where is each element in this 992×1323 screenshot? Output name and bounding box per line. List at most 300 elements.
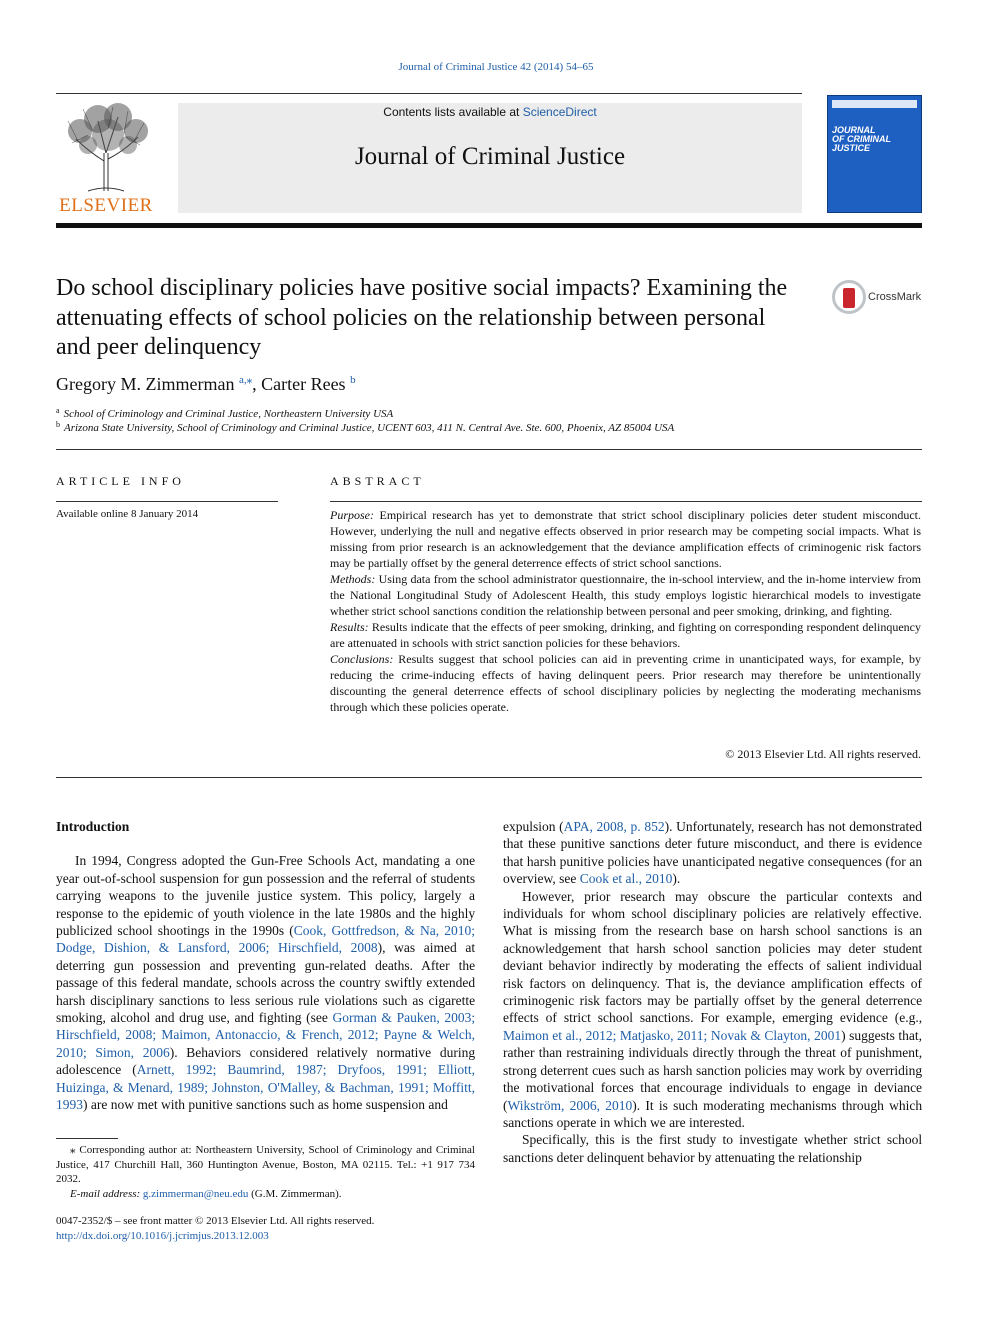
body-text: ( [132, 1062, 137, 1078]
body-text: contexts [847, 888, 893, 904]
citation-link[interactable]: Payne [383, 1027, 417, 1043]
citation-link[interactable]: 1987; [295, 1062, 327, 1078]
body-text: be [675, 993, 689, 1009]
body-text: Schools [307, 853, 351, 869]
citation-link[interactable]: Lansford, [177, 940, 230, 956]
body-text: strong [503, 1062, 537, 1078]
cover-title: JOURNAL OF CRIMINAL JUSTICE [832, 125, 891, 153]
body-text: from [602, 923, 629, 939]
citation-link[interactable] [269, 940, 278, 955]
citation-link[interactable] [427, 1062, 438, 1077]
citation-link[interactable]: Baumrind, [227, 1062, 285, 1078]
citation-link[interactable] [285, 1062, 296, 1077]
body-text: possession [266, 870, 325, 886]
citation-link[interactable]: Matjasko, [619, 1027, 674, 1043]
citation-link[interactable]: Gorman [332, 1010, 377, 1026]
body-text: year [56, 870, 80, 886]
body-text: use, [208, 1010, 230, 1026]
body-column-right [503, 818, 922, 1166]
body-text: effective. [871, 906, 923, 922]
body-text [893, 889, 903, 904]
body-text: sanctions [837, 923, 888, 939]
body-text: offset [744, 993, 775, 1009]
body-text: school [886, 1132, 923, 1148]
body-text: the [714, 975, 732, 991]
citation-link[interactable]: APA, [563, 819, 593, 834]
email-suffix: (G.M. Zimmerman). [248, 1187, 342, 1200]
citation-link[interactable]: Dishion, [103, 940, 151, 956]
body-text: 1990s [251, 923, 285, 939]
sciencedirect-link[interactable]: ScienceDirect [522, 105, 597, 119]
citation-link[interactable]: 852 [644, 819, 665, 834]
body-text: evidence [874, 836, 923, 852]
crossmark-badge[interactable] [832, 280, 924, 316]
abstract-subheading: Methods: [330, 572, 376, 586]
citation-link[interactable]: Dryfoos, [337, 1062, 386, 1078]
body-text: restraining [566, 1045, 625, 1061]
citation-link[interactable]: & [324, 1079, 336, 1095]
body-text: and [804, 836, 824, 852]
body-text: cigarette [428, 992, 476, 1008]
citation-link[interactable]: Maimon, [161, 1027, 211, 1043]
body-column-left [56, 818, 475, 1114]
body-text: After [421, 957, 450, 973]
cover-header-strip [832, 100, 917, 108]
citation-link[interactable]: 2006, [569, 1097, 600, 1113]
citation-link[interactable]: 2010 [605, 1097, 633, 1113]
citation-link[interactable]: Cook, [293, 923, 327, 939]
author-affiliation-mark[interactable]: a,⁎ [238, 374, 253, 386]
abstract-text: Results suggest that school policies can aid in preventing crime in unanticipated ways, for example, by reducing the crime-inducing effects of having delinquent peers. Prior research may therefore be unintentionally discounting the general deterrence effects of school disciplinary policies by neglecting the moderating mechanisms through which these policies operate. [330, 652, 921, 714]
body-text: first [658, 1132, 681, 1148]
author-name[interactable]: Carter Rees [261, 374, 346, 394]
citation-link[interactable]: al., [565, 1027, 583, 1043]
body-text: policies [607, 853, 650, 869]
body-text: amplification [791, 975, 864, 991]
divider [330, 501, 922, 502]
affiliation-text: Arizona State University, School of Criminology and Criminal Justice, UCENT 603, 411 N. Central Ave. Ste. 600, Phoenix, AZ 85004 USA [64, 422, 675, 434]
body-text [698, 889, 708, 904]
body-text: sanction [715, 940, 761, 956]
body-text: ). [672, 871, 681, 887]
body-text: by [780, 993, 794, 1009]
citation-link[interactable]: Pauken, [396, 1010, 440, 1026]
body-text: factors [529, 975, 566, 991]
body-text: strict [853, 1132, 881, 1148]
body-text: that [608, 940, 629, 956]
body-text: 1980s [358, 905, 392, 921]
elsevier-wordmark: ELSEVIER [59, 195, 153, 216]
body-text: and [395, 905, 416, 921]
copyright-notice: © 2013 Elsevier Ltd. All rights reserved. [725, 747, 921, 761]
citation-link[interactable]: Elliott, [437, 1062, 476, 1078]
body-text: the [419, 905, 437, 921]
citation-link[interactable] [216, 1062, 227, 1077]
body-text: is [860, 836, 870, 852]
body-text: system. [300, 888, 342, 904]
body-text: now [110, 1097, 134, 1113]
body-text: by [848, 1062, 863, 1078]
body-text [229, 958, 238, 973]
citation-link[interactable]: Simon, [95, 1044, 135, 1060]
body-text: sanctions [503, 1114, 554, 1130]
body-text: may [790, 1062, 814, 1078]
body-text: epidemic [143, 905, 194, 921]
body-text: violence [248, 905, 295, 921]
body-text: deaths. [375, 957, 413, 973]
body-text [557, 1010, 564, 1025]
citation-link[interactable] [134, 1045, 143, 1060]
author-name[interactable]: Gregory M. Zimmerman [56, 374, 235, 394]
contents-prefix: Contents lists available at [383, 105, 523, 119]
body-text: in [599, 1114, 611, 1130]
body-text: Act, [354, 853, 378, 869]
body-text: there [828, 836, 856, 852]
body-text: a [444, 853, 451, 869]
body-text: ), [377, 940, 386, 956]
citation-link[interactable]: Hirschfield, [277, 940, 343, 956]
body-text: adolescence [56, 1062, 122, 1078]
body-text: future [696, 836, 729, 852]
body-text: research [658, 923, 704, 939]
body-text: response [56, 905, 104, 921]
body-text: highly [440, 905, 476, 921]
body-text: the [636, 1132, 653, 1148]
affiliation-text: School of Criminology and Criminal Justice, Northeastern University USA [63, 408, 394, 420]
body-text: risk [579, 993, 600, 1009]
body-text: of [197, 905, 209, 921]
body-text [461, 888, 469, 903]
body-text: punitive [188, 1097, 233, 1113]
body-text: that, [898, 1027, 923, 1043]
body-text: normative [376, 1044, 432, 1060]
body-text: swiftly [384, 975, 423, 991]
body-text: of [910, 975, 922, 991]
body-text: in [298, 905, 310, 921]
body-text: obscure [708, 888, 751, 904]
body-text: effects [503, 1010, 539, 1026]
body-text: the [778, 1149, 795, 1165]
citation-link[interactable]: & [750, 1027, 761, 1043]
body-text: not [828, 819, 846, 834]
citation-link[interactable] [169, 940, 178, 955]
body-text [591, 1010, 598, 1025]
body-text: the [458, 957, 476, 973]
citation-link[interactable]: 1992; [185, 1062, 217, 1078]
body-text: is, [696, 975, 709, 991]
body-text: deviance [874, 1080, 923, 1096]
body-text [450, 958, 459, 973]
citation-link[interactable]: Antonaccio, [215, 1027, 281, 1043]
body-text [416, 888, 424, 903]
citation-link[interactable]: 1989; [177, 1079, 208, 1095]
body-text: investigate [739, 1132, 798, 1148]
body-text: What [503, 923, 533, 939]
citation-link[interactable]: O'Malley, [267, 1079, 321, 1095]
body-text: less [229, 992, 251, 1008]
citation-link[interactable]: Arnett, [136, 1062, 175, 1078]
body-text: is [658, 1097, 668, 1113]
body-text: individual [867, 958, 923, 974]
citation-link[interactable] [230, 940, 239, 955]
body-text: out-of-school [83, 870, 156, 886]
body-text: whether [803, 1132, 848, 1148]
citation-link[interactable]: Wikström, [507, 1097, 565, 1113]
body-text: harsh [759, 923, 790, 939]
body-text: deter [556, 1149, 584, 1165]
citation-link[interactable]: & [158, 940, 170, 956]
elsevier-tree-icon [58, 101, 154, 193]
citation-link[interactable]: Huizinga, [56, 1079, 109, 1095]
abstract-results [330, 619, 921, 651]
citation-link[interactable]: 2008, [596, 819, 627, 834]
body-text: as [648, 1062, 660, 1078]
body-text: punitive [560, 836, 605, 852]
body-text: Specifically, [522, 1132, 589, 1148]
body-text: juvenile [206, 888, 250, 904]
citation-link[interactable]: Moffitt, [432, 1079, 476, 1095]
body-text: deterrence [865, 993, 923, 1009]
body-text [431, 1045, 440, 1060]
footnote-star: ⁎ [70, 1144, 76, 1156]
body-text: ( [289, 923, 294, 939]
citation-link[interactable]: et [552, 1027, 563, 1043]
body-text: preventing [238, 957, 296, 973]
body-text: which [613, 1114, 647, 1130]
body-paragraph [503, 888, 922, 1132]
body-text: operate [556, 1114, 597, 1130]
citation-link[interactable]: Welch, [437, 1027, 476, 1043]
body-text: evidence [839, 1010, 888, 1026]
body-text: violations [324, 992, 378, 1008]
body-text: acknowledgement [503, 940, 602, 956]
article-info-heading: ARTICLE INFO [56, 474, 185, 488]
body-text: and [209, 957, 230, 973]
affiliation-mark: a [56, 406, 60, 415]
citation-link[interactable]: Gottfredson, [331, 923, 400, 939]
body-text: directly [692, 1045, 734, 1061]
body-text: overriding [865, 1062, 923, 1078]
citation-link[interactable]: 2006 [142, 1044, 170, 1060]
body-text [134, 958, 143, 973]
body-text: school [795, 923, 831, 939]
elsevier-logo[interactable] [56, 101, 156, 216]
citation-link[interactable]: 2003; [444, 1010, 476, 1026]
body-text: suspension [365, 1097, 426, 1113]
citation-link[interactable]: et [612, 871, 623, 887]
citation-link[interactable]: & [404, 923, 415, 939]
body-text: such [382, 992, 408, 1008]
body-text [366, 958, 375, 973]
citation-link[interactable]: & [422, 1027, 433, 1043]
body-text: missing [554, 923, 597, 939]
body-text: disciplinary [673, 906, 737, 922]
affiliation-a [56, 406, 393, 420]
body-text [178, 1045, 187, 1060]
body-text: the [745, 958, 763, 974]
body-text: met [137, 1097, 158, 1113]
citation-link[interactable]: Johnston, [212, 1079, 264, 1095]
citation-link[interactable]: & [113, 1079, 124, 1095]
body-text [415, 940, 424, 955]
body-text: an [909, 923, 923, 939]
body-text [105, 958, 114, 973]
citation-link[interactable]: Hirschfield, [56, 1027, 121, 1043]
body-text: interested. [688, 1114, 745, 1130]
citation-link[interactable] [175, 1062, 186, 1077]
body-text: considered [249, 1044, 309, 1060]
citation-link[interactable]: 1991; [397, 1079, 429, 1095]
body-text: with [160, 1097, 185, 1113]
body-text: the [122, 905, 140, 921]
email-label: E-mail address: [70, 1187, 141, 1200]
body-text: the [635, 923, 652, 939]
body-text: ). [664, 819, 673, 834]
journal-citation-link[interactable]: Journal of Criminal Justice 42 (2014) 54–65 [398, 61, 594, 73]
abstract-text: Using data from the school administrator questionnaire, the in-school interview, and the in-home interview from the National Longitudinal Study of Adolescent Health, this study employs logistic hierarchical models to investigate whether strict school sanctions condition the relationship between personal and peer smoking, drinking, and fighting. [330, 572, 921, 618]
citation-link[interactable] [150, 940, 159, 955]
body-text: (for [885, 853, 906, 869]
body-text: indirectly [601, 958, 654, 974]
body-text [413, 958, 421, 973]
citation-link[interactable]: French, [301, 1027, 343, 1043]
body-text [539, 1010, 546, 1025]
body-text: consequences [807, 853, 882, 869]
citation-link[interactable]: & [381, 1010, 392, 1026]
abstract-subheading: Purpose: [330, 508, 374, 522]
body-text: student [883, 940, 923, 956]
body-text: we [650, 1114, 666, 1130]
body-text: strict [563, 1010, 591, 1026]
citation-link[interactable]: & [285, 1027, 297, 1043]
body-text: individuals [503, 906, 563, 922]
body-text: to [214, 992, 225, 1008]
citation-link[interactable]: 2012; [347, 1027, 379, 1043]
citation-link[interactable]: 1991; [396, 1062, 427, 1078]
citation-link[interactable]: Menard, [127, 1079, 174, 1095]
body-text: youth [213, 905, 245, 921]
body-text: the [784, 1045, 801, 1061]
front-matter-info [56, 1214, 374, 1243]
body-text: serious [255, 992, 294, 1008]
body-text: It [645, 1097, 654, 1113]
author-list [56, 373, 356, 395]
body-text: attenuating [714, 1149, 775, 1165]
body-text: harsh [636, 940, 666, 956]
body-text: for [569, 906, 586, 922]
body-text: by [659, 958, 673, 974]
body-text: disciplinary [90, 992, 155, 1008]
body-text: such [619, 1062, 645, 1078]
body-text: policies [744, 1062, 787, 1078]
body-text: suspension [159, 870, 220, 886]
body-text: gun-related [304, 957, 367, 973]
body-text [833, 1010, 840, 1025]
body-text: Unfortunately, [676, 819, 755, 834]
footnote-body: Corresponding author at: Northeastern University, School of Criminology and Criminal Justice, 417 Churchill Hall, 360 Huntington Avenue, Boston, MA 02115. Tel.: +1 917 734 2032. [56, 1144, 475, 1185]
body-text [201, 958, 210, 973]
citation-link[interactable]: 1993 [56, 1097, 83, 1113]
citation-link[interactable]: p. [630, 819, 641, 834]
body-text: to [722, 1132, 733, 1148]
body-text [601, 941, 608, 956]
body-text: ). [169, 1044, 178, 1060]
body-text: delinquent [586, 1149, 644, 1165]
body-text [750, 889, 760, 904]
citation-link[interactable]: Maimon [503, 1027, 549, 1043]
body-text: deterring [56, 957, 105, 973]
citation-link[interactable]: 2008 [350, 940, 378, 956]
body-text: late [334, 905, 355, 921]
citation-link[interactable]: Bachman, [339, 1079, 394, 1095]
body-text: punitive [559, 853, 604, 869]
body-text: home [332, 1097, 363, 1113]
body-text: harsh [56, 992, 86, 1008]
divider [56, 501, 278, 502]
journal-title[interactable]: Journal of Criminal Justice [354, 143, 626, 170]
body-text: base [709, 923, 734, 939]
masthead-banner [178, 103, 802, 213]
citation-link[interactable]: 2001 [814, 1027, 842, 1043]
body-text: sanctions [236, 1097, 287, 1113]
body-text: example, [726, 1010, 776, 1026]
body-text: are [669, 1114, 686, 1130]
citation-link[interactable] [95, 940, 104, 955]
citation-link[interactable]: 2010; [56, 1044, 87, 1060]
citation-link[interactable]: Dodge, [56, 940, 96, 956]
header-thick-rule [56, 223, 922, 228]
citation-link[interactable]: Cook [579, 871, 609, 887]
body-text: this [117, 975, 138, 991]
doi-link[interactable]: http://dx.doi.org/10.1016/j.jcrimjus.2013.12.003 [56, 1229, 269, 1242]
citation-link[interactable] [327, 1062, 338, 1077]
citation-link[interactable]: Clayton, [764, 1027, 811, 1043]
author-affiliation-mark[interactable]: b [350, 374, 356, 386]
body-text: That [665, 975, 691, 991]
body-paragraph [503, 818, 922, 888]
section-heading: Introduction [56, 819, 130, 834]
citation-link[interactable]: 2012; [585, 1027, 617, 1043]
body-text [241, 1045, 250, 1060]
citation-link[interactable]: 2010 [645, 871, 673, 887]
body-text: delinquency. [591, 975, 660, 991]
body-text: school [673, 940, 709, 956]
body-text: has [806, 819, 825, 834]
citation-link[interactable]: 2008; [125, 1027, 157, 1043]
body-text: may [674, 888, 699, 904]
body-text: for [222, 870, 239, 886]
citation-link[interactable]: Novak [710, 1027, 747, 1043]
corresponding-author-footnote [56, 1143, 475, 1201]
body-text [888, 1010, 895, 1025]
email-link[interactable]: g.zimmerman@neu.edu [142, 1187, 249, 1200]
body-text: aimed [423, 940, 457, 956]
body-text: possession [142, 957, 201, 973]
citation-link[interactable]: 2011; [677, 1027, 708, 1043]
citation-link[interactable]: Na, [420, 923, 440, 939]
body-text: (see [306, 1010, 328, 1026]
citation-link[interactable] [385, 1062, 396, 1077]
body-text: that [503, 853, 524, 869]
citation-link[interactable]: 2010; [444, 923, 476, 939]
citation-link[interactable]: al., [625, 871, 642, 887]
body-text: relatively [316, 1044, 368, 1060]
journal-cover-thumbnail[interactable] [827, 95, 922, 213]
citation-link[interactable] [342, 940, 351, 955]
body-text: adopted [181, 853, 225, 869]
citation-link[interactable]: 2006; [238, 940, 270, 956]
body-text: was [394, 940, 416, 956]
